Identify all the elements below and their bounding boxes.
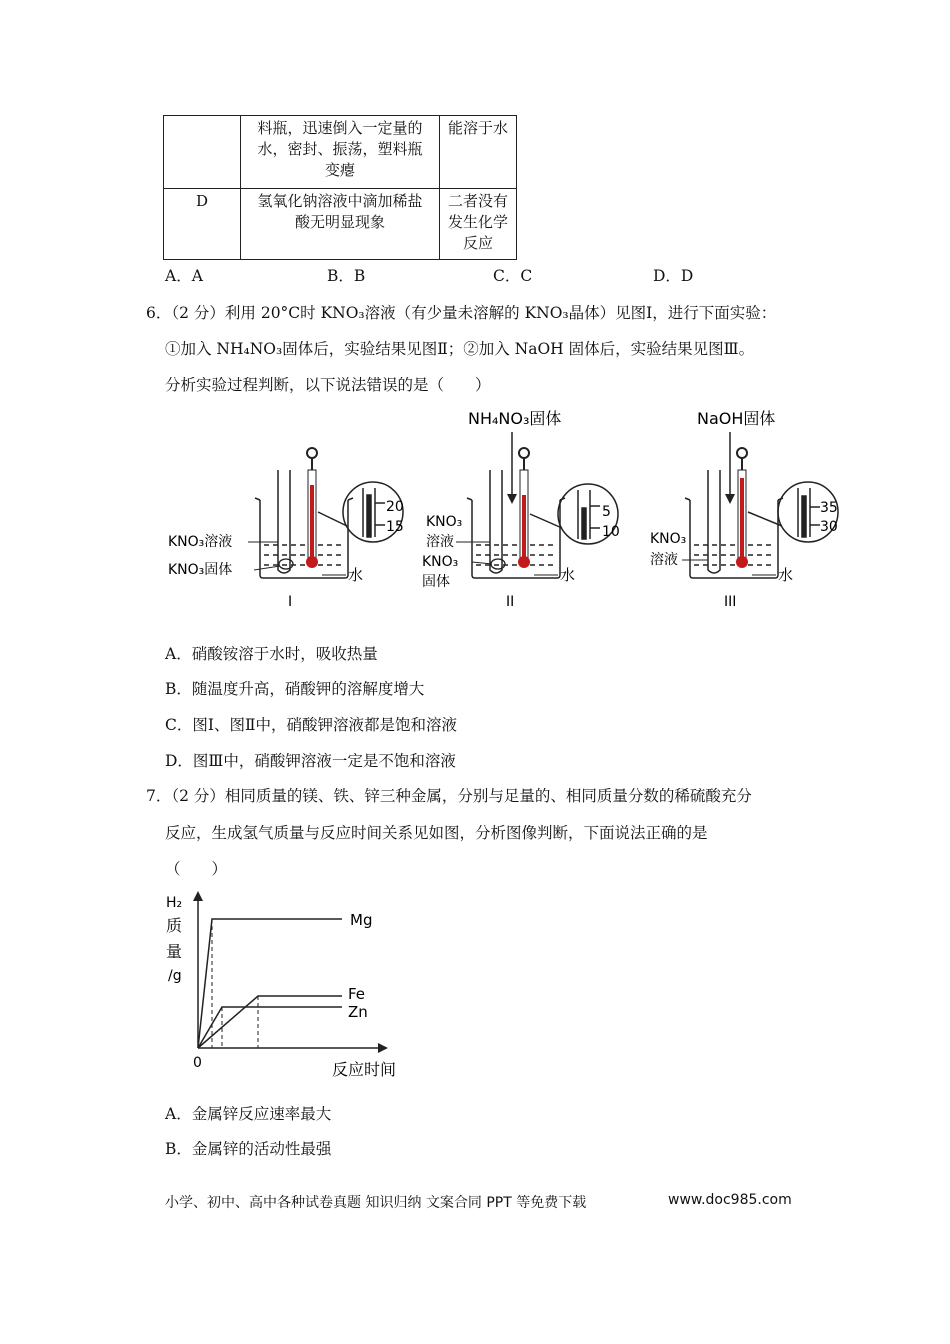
q7-stem-line3: （ ）	[165, 860, 228, 878]
series-mg-label: Mg	[350, 911, 373, 929]
fig2-scale-bottom: 10	[602, 524, 620, 540]
fig3-thermometer	[736, 448, 748, 568]
footer-text: 小学、初中、高中各种试卷真题 知识归纳 文案合同 PPT 等免费下载	[165, 1195, 587, 1211]
cell-line: 反应	[462, 234, 493, 252]
fig2-solution-label-1: KNO₃	[426, 514, 463, 530]
fig2-water-label: 水	[560, 566, 576, 584]
fig2-beaker	[467, 470, 565, 578]
answer-table	[163, 115, 517, 260]
table-cell-text	[241, 116, 440, 189]
fig2-solid-label-2: 固体	[422, 574, 450, 590]
fig2-solution-label-2: 溶液	[426, 534, 454, 550]
origin-label: 0	[193, 1055, 202, 1071]
table-cell-conclusion	[440, 189, 517, 260]
table-row	[164, 189, 517, 260]
table-cell-letter: D	[164, 189, 241, 260]
table-cell-conclusion	[440, 116, 517, 189]
table-row	[164, 116, 517, 189]
q6-option-c[interactable]: C．图Ⅰ、图Ⅱ中，硝酸钾溶液都是饱和溶液	[165, 716, 458, 734]
series-zn-label: Zn	[348, 1003, 368, 1021]
y-label-unit: /g	[168, 968, 182, 984]
series-fe-line	[198, 996, 342, 1048]
fig1-solid-label: KNO₃固体	[168, 562, 233, 578]
cell-line: 水，密封、振荡，塑料瓶	[257, 140, 423, 158]
fig2-label: II	[506, 594, 515, 610]
q7-stem-line2: 反应，生成氢气质量与反应时间关系见如图，分析图像判断，下面说法正确的是	[165, 824, 708, 842]
q6-stem-line2: ①加入 NH₄NO₃固体后，实验结果见图Ⅱ；②加入 NaOH 固体后，实验结果见图Ⅲ。	[165, 340, 755, 358]
fig3-label: III	[724, 594, 737, 610]
table-cell-text	[241, 189, 440, 260]
fig1-scale-top: 20	[386, 499, 404, 515]
y-label-char1: 质	[166, 916, 183, 935]
fig3-scale-bottom: 30	[820, 519, 838, 535]
fig3-beaker	[685, 470, 783, 578]
fig2-solid-label-1: KNO₃	[422, 554, 459, 570]
q7-option-b[interactable]: B．金属锌的活动性最强	[165, 1140, 332, 1158]
y-label-h2: H₂	[166, 895, 183, 911]
q5-option-a[interactable]: A．A	[165, 267, 203, 285]
q6-figure	[160, 400, 840, 615]
x-axis-label: 反应时间	[332, 1060, 397, 1079]
fig1-beaker	[255, 470, 353, 578]
q6-option-b[interactable]: B．随温度升高，硝酸钾的溶解度增大	[165, 680, 425, 698]
table-cell-letter	[164, 116, 241, 189]
cell-line: 能溶于水	[447, 119, 508, 137]
y-label-char2: 量	[166, 942, 183, 961]
q6-stem-line3: 分析实验过程判断，以下说法错误的是（ ）	[165, 376, 491, 394]
fig3-water-label: 水	[778, 566, 794, 584]
cell-line: 料瓶，迅速倒入一定量的	[257, 119, 423, 137]
fig1-solution-label: KNO₃溶液	[168, 534, 233, 550]
cell-line: 二者没有	[447, 192, 508, 210]
cell-line: 发生化学	[447, 213, 508, 231]
q6-option-d[interactable]: D．图Ⅲ中，硝酸钾溶液一定是不饱和溶液	[165, 752, 456, 770]
q6-option-a[interactable]: A．硝酸铵溶于水时，吸收热量	[165, 645, 378, 663]
fig3-scale-top: 35	[820, 500, 838, 516]
fig1-label: I	[288, 594, 293, 610]
fig1-thermometer	[306, 448, 318, 568]
q5-option-c[interactable]: C．C	[493, 267, 533, 285]
fig2-thermometer	[518, 448, 530, 568]
cell-line: 氢氧化钠溶液中滴加稀盐	[257, 192, 423, 210]
q7-stem-line1: 7．（2 分）相同质量的镁、铁、锌三种金属，分别与足量的、相同质量分数的稀硫酸充分	[146, 787, 752, 805]
cell-line: 变瘪	[324, 161, 355, 179]
fig1-crystal	[279, 559, 293, 569]
q6-stem-line1: 6．（2 分）利用 20°C时 KNO₃溶液（有少量未溶解的 KNO₃晶体）见图Ⅰ，进行下面实验：	[146, 304, 777, 322]
cell-line: 酸无明显现象	[294, 213, 385, 231]
fig2-added-solid: NH₄NO₃固体	[468, 409, 562, 428]
fig3-solution-label-1: KNO₃	[650, 531, 687, 547]
q7-chart	[160, 885, 410, 1085]
series-zn-line	[198, 1007, 342, 1048]
fig2-scale-top: 5	[602, 504, 611, 520]
q5-option-d[interactable]: D．D	[653, 267, 694, 285]
q7-option-a[interactable]: A．金属锌反应速率最大	[165, 1105, 332, 1123]
fig3-added-solid: NaOH固体	[697, 409, 776, 428]
series-fe-label: Fe	[348, 985, 366, 1003]
fig3-solution-label-2: 溶液	[650, 552, 678, 568]
footer-url[interactable]: www.doc985.com	[668, 1192, 792, 1208]
fig1-scale-bottom: 15	[386, 519, 404, 535]
fig1-water-label: 水	[348, 566, 364, 584]
q5-option-b[interactable]: B．B	[327, 267, 366, 285]
